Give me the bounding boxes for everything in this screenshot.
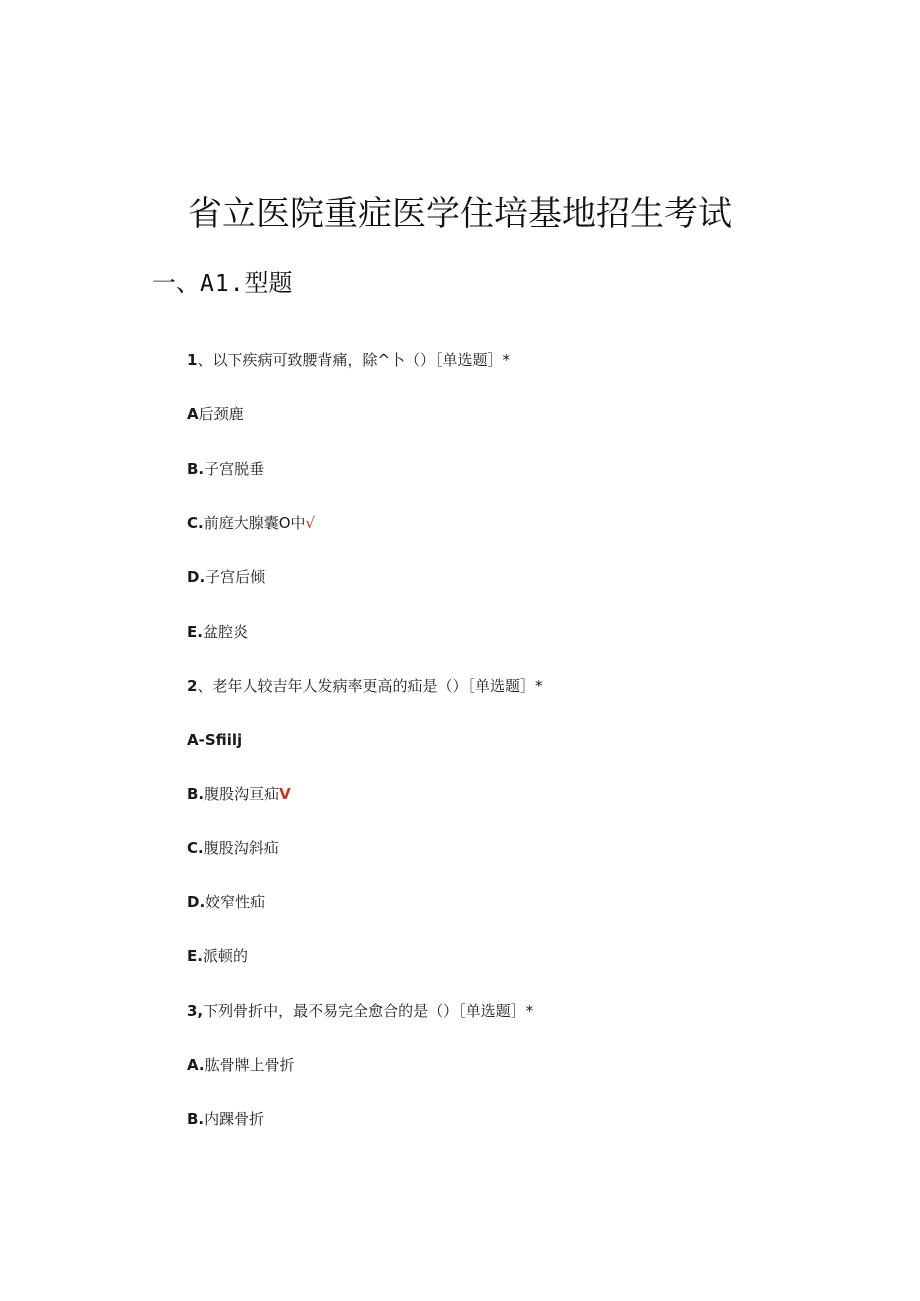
- option-text: 子宫后倾: [205, 568, 266, 586]
- q1-option-c: [187, 512, 315, 534]
- option-text: 肱骨牌上骨折: [204, 1056, 295, 1074]
- correct-answer-checkmark: √: [305, 514, 316, 532]
- q2-option-a: [187, 729, 242, 751]
- q1-option-a: [187, 403, 244, 425]
- section-number: A1.: [200, 271, 245, 297]
- option-text: 内踝骨折: [204, 1110, 265, 1128]
- option-text: 姣窄性疝: [205, 893, 266, 911]
- section-name: 型题: [244, 269, 293, 297]
- option-label: B.: [187, 460, 205, 478]
- q2-option-d: [187, 891, 265, 913]
- q1-option-d: [187, 566, 265, 588]
- option-text: 后颈鹿: [198, 405, 244, 423]
- question-text: 、老年人较吉年人发病率更高的疝是（）［单选题］*: [197, 677, 543, 695]
- q2-option-c: [187, 837, 279, 859]
- q1-option-e: [187, 621, 248, 643]
- option-label: C.: [187, 514, 204, 532]
- question-text: 、以下疾病可致腰背痛，除^卜（）［单选题］*: [197, 351, 511, 369]
- question-number: 1: [187, 351, 198, 369]
- q2-option-b: [187, 783, 291, 805]
- q3-option-b: [187, 1108, 264, 1130]
- option-text: 盆腔炎: [202, 623, 248, 641]
- question-3: [187, 1000, 533, 1022]
- option-label: B.: [187, 785, 205, 803]
- option-label: E.: [187, 947, 203, 965]
- correct-answer-mark: V: [279, 785, 291, 803]
- option-label: D.: [187, 568, 206, 586]
- question-1: [187, 349, 510, 371]
- question-2: [187, 675, 542, 697]
- section-heading: [152, 266, 293, 301]
- option-text: 腹股沟斜疝: [203, 839, 279, 857]
- option-label: A.: [187, 1056, 205, 1074]
- q2-option-e: [187, 945, 248, 967]
- question-number: 3,: [187, 1002, 204, 1020]
- question-text: 下列骨折中，最不易完全愈合的是（）［单选题］*: [203, 1002, 534, 1020]
- option-label: A-Sfiilj: [187, 731, 243, 749]
- option-label: E.: [187, 623, 203, 641]
- question-number: 2: [187, 677, 198, 695]
- option-text: 派顿的: [202, 947, 248, 965]
- option-text: 腹股沟亘疝: [204, 785, 280, 803]
- option-label: C.: [187, 839, 204, 857]
- q3-option-a: [187, 1054, 295, 1076]
- option-text: 前庭大腺囊O中: [203, 514, 306, 532]
- option-label: A: [187, 405, 199, 423]
- section-prefix: 一、: [152, 269, 200, 297]
- option-text: 子宫脱垂: [204, 460, 265, 478]
- q1-option-b: [187, 458, 264, 480]
- document-title: 省立医院重症医学住培基地招生考试: [188, 193, 732, 234]
- option-label: B.: [187, 1110, 205, 1128]
- option-label: D.: [187, 893, 206, 911]
